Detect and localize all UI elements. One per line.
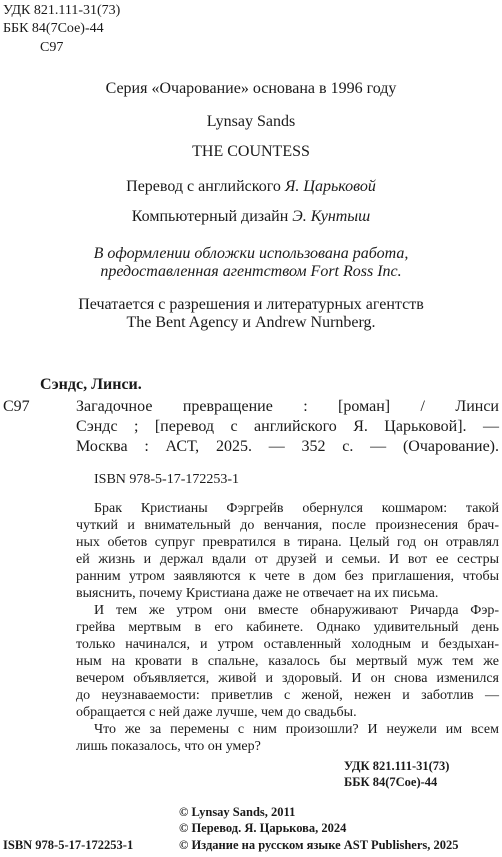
permission-line1: Печатается с разрешения и литературных агентств (78, 296, 424, 313)
annotation-line: грейва мертвым в его кабинете. Однако удивительный день (76, 620, 499, 635)
design-credit (0, 208, 502, 226)
bbk-footer: ББК 84(7Сое)-44 (344, 775, 438, 789)
annotation-line: Что же за перемены с ним произошли? И неужели им всем (94, 722, 499, 737)
catalog-isbn: ISBN 978-5-17-172253-1 (94, 472, 240, 487)
annotation-line: только начинался, и утром оставленный холодным и бездыхан- (76, 637, 499, 652)
annotation-line: ным на кровати в спальне, казалось бы мертвый муж тем же (76, 654, 499, 669)
udk-header: УДК 821.111-31(73) (3, 3, 121, 18)
cover-note-line1: В оформлении обложки использована работа, (93, 245, 409, 262)
bbk-header: ББК 84(7Сое)-44 (3, 21, 104, 36)
catalog-desc-line: Москва : АСТ, 2025. — 352 с. — (Очарование). (76, 438, 499, 455)
copyright-author: © Lynsay Sands, 2011 (179, 805, 296, 819)
copyright-edition: © Издание на русском языке AST Publishers, 2025 (179, 838, 459, 852)
permission-line2: The Bent Agency и Andrew Nurnberg. (126, 314, 376, 331)
catalog-author-heading: Сэндс, Линси. (40, 376, 142, 393)
annotation-line: И тем же утром они вместе обнаруживают Ричарда Фэр- (94, 603, 499, 618)
series-line: Серия «Очарование» основана в 1996 году (105, 80, 397, 97)
annotation-line: лишь показалось, что он умер? (76, 739, 261, 754)
original-title: THE COUNTESS (192, 143, 310, 160)
annotation-line: чуткий и внимательный до венчания, после произнесения брач- (76, 518, 499, 533)
translation-prefix: Перевод с английского (126, 178, 281, 195)
annotation-line: ей жизнь и держал вдали от друзей и семьи. И вот ее сестры (76, 552, 499, 567)
footer-isbn: ISBN 978-5-17-172253-1 (3, 838, 134, 852)
translator-name: Я. Царьковой (284, 178, 376, 195)
author-code-header: С97 (40, 40, 64, 55)
annotation-line: до неузнаваемости: приветлив с женой, нежен и заботлив — (76, 688, 499, 703)
annotation-line: обращается с ней даже лучше, чем до свадьбы. (76, 705, 357, 720)
designer-name: Э. Кунтыш (292, 208, 371, 225)
catalog-desc-line: Загадочное превращение : [роман] / Линси (76, 398, 499, 415)
cover-note-line2: предоставленная агентством Fort Ross Inc. (100, 263, 402, 280)
translation-credit (0, 178, 502, 196)
catalog-desc-line: Сэндс ; [перевод с английского Я. Царьковой]. — (76, 418, 499, 435)
udk-footer: УДК 821.111-31(73) (344, 759, 450, 773)
design-prefix: Компьютерный дизайн (131, 208, 289, 225)
annotation-line: Брак Кристианы Фэргрейв обернулся кошмаром: такой (94, 501, 499, 516)
annotation-line: ранним утром заявляются к чете в дом без приглашения, чтобы (76, 569, 499, 584)
annotation-line: выяснить, почему Кристиана даже не отвечает на их письма. (76, 586, 439, 601)
annotation-line: вечером объявляется, живой и здоровый. И он снова изменился (76, 671, 499, 686)
original-author: Lynsay Sands (206, 113, 296, 130)
copyright-translation: © Перевод. Я. Царькова, 2024 (179, 821, 347, 835)
annotation-line: ных обетов супруг превратился в тирана. Целый год он отравлял (76, 535, 499, 550)
catalog-code: С97 (3, 398, 30, 415)
